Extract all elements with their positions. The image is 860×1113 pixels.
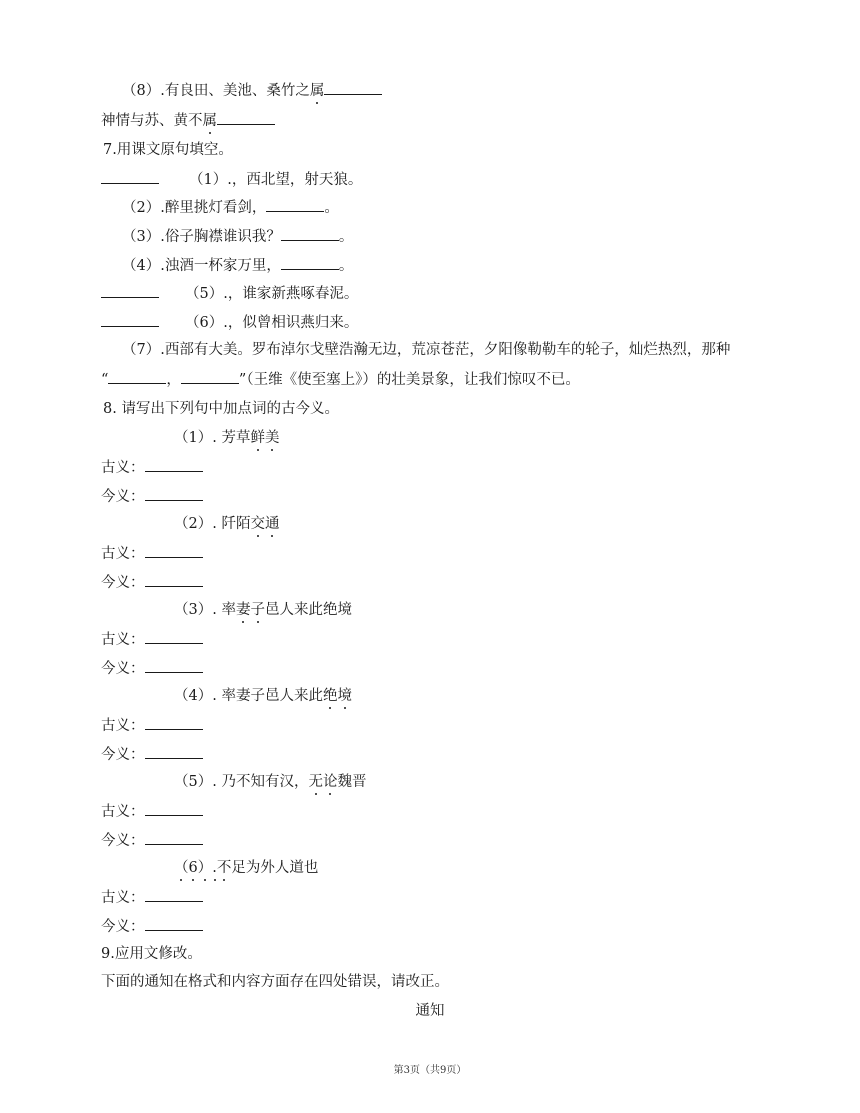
item-number: （3）	[174, 602, 213, 618]
dotted-word: （6）.不	[174, 860, 232, 876]
sentence-text: .有良田、美池、桑竹之	[160, 83, 310, 99]
q6-item8-line2	[101, 110, 275, 131]
answer-blank[interactable]	[145, 830, 203, 845]
q7-item7-line2	[101, 369, 580, 390]
ancient-meaning-row	[101, 543, 203, 564]
punctuation: “	[101, 372, 109, 388]
sentence-text: （1）.，西北望，射天狼。	[189, 172, 363, 188]
punctuation: 。	[338, 229, 354, 245]
item-number: （2）	[174, 516, 213, 532]
q8-item-1	[174, 428, 279, 448]
modern-meaning-row	[101, 486, 203, 507]
punctuation: 。	[338, 258, 354, 274]
sentence-text: 魏晋	[337, 774, 367, 790]
meaning-label: 今义：	[101, 661, 145, 677]
modern-meaning-row	[101, 830, 203, 851]
page-footer: 第3页（共9页）	[393, 1065, 467, 1076]
answer-blank[interactable]	[281, 255, 339, 270]
meaning-label: 今义：	[101, 747, 145, 763]
modern-meaning-row	[101, 744, 203, 765]
answer-blank[interactable]	[145, 486, 203, 501]
answer-blank[interactable]	[145, 572, 203, 587]
notice-title: 通知	[415, 1003, 445, 1019]
meaning-label: 今义：	[101, 575, 145, 591]
ancient-meaning-row	[101, 887, 203, 908]
modern-meaning-row	[101, 572, 203, 593]
sentence-text: ”（王维《使至塞上》）的壮美景象，让我们惊叹不已。	[238, 372, 580, 388]
sentence-text: . 率妻子邑人来此	[212, 688, 323, 704]
sentence-text: 足为外人道也	[231, 860, 319, 876]
meaning-label: 古义：	[101, 460, 145, 476]
q7-item3	[122, 226, 353, 247]
meaning-label: 今义：	[101, 833, 145, 849]
q7-item2	[122, 197, 339, 218]
q8-item-4	[174, 686, 352, 706]
sentence-text: （6）.，似曾相识燕归来。	[185, 315, 359, 331]
dotted-word: 绝境	[322, 688, 352, 704]
sentence-text: （5）.，谁家新燕啄春泥。	[185, 286, 359, 302]
answer-blank[interactable]	[145, 744, 203, 759]
sentence-text: （3）.俗子胸襟谁识我？	[122, 229, 281, 245]
q9-heading: 9.应用文修改。	[101, 946, 202, 962]
meaning-label: 古义：	[101, 546, 145, 562]
answer-blank[interactable]	[145, 543, 203, 558]
answer-blank[interactable]	[108, 369, 166, 384]
answer-blank[interactable]	[101, 169, 159, 184]
dotted-word: 妻子	[235, 602, 265, 618]
sentence-text: . 芳草	[212, 430, 251, 446]
dotted-word: 鲜美	[250, 430, 280, 446]
meaning-label: 今义：	[101, 489, 145, 505]
answer-blank[interactable]	[101, 312, 159, 327]
q8-item-2	[174, 514, 279, 534]
answer-blank[interactable]	[145, 801, 203, 816]
q8-item-6	[174, 858, 318, 878]
item-number: （5）	[174, 774, 213, 790]
answer-blank[interactable]	[281, 226, 339, 241]
punctuation: ，	[166, 372, 181, 388]
q9-instruction: 下面的通知在格式和内容方面存在四处错误，请改正。	[101, 974, 449, 990]
q7-heading: 7.用课文原句填空。	[103, 142, 233, 158]
ancient-meaning-row	[101, 715, 203, 736]
modern-meaning-row	[101, 916, 203, 937]
sentence-text: （2）.醉里挑灯看剑，	[122, 200, 267, 216]
answer-blank[interactable]	[145, 658, 203, 673]
meaning-label: 今义：	[101, 919, 145, 935]
dotted-word: 属	[309, 83, 325, 99]
q7-item6	[101, 312, 358, 333]
answer-blank[interactable]	[324, 80, 382, 95]
item-number: （8）	[122, 83, 161, 99]
q8-item-3	[174, 600, 352, 620]
q8-item-5	[174, 772, 366, 792]
answer-blank[interactable]	[145, 916, 203, 931]
item-number: （4）	[174, 688, 213, 704]
punctuation: 。	[324, 200, 339, 216]
answer-blank[interactable]	[145, 887, 203, 902]
answer-blank[interactable]	[101, 283, 159, 298]
q7-item4	[122, 255, 353, 276]
meaning-label: 古义：	[101, 804, 145, 820]
q6-item8-line1	[122, 80, 382, 101]
dotted-word: 无论	[308, 774, 338, 790]
answer-blank[interactable]	[145, 629, 203, 644]
ancient-meaning-row	[101, 629, 203, 650]
meaning-label: 古义：	[101, 632, 145, 648]
q8-heading: 8. 请写出下列句中加点词的古今义。	[103, 401, 339, 417]
dotted-word: 属	[202, 113, 217, 129]
ancient-meaning-row	[101, 801, 203, 822]
item-number: （1）	[174, 430, 213, 446]
answer-blank[interactable]	[145, 715, 203, 730]
meaning-label: 古义：	[101, 718, 145, 734]
answer-blank[interactable]	[266, 197, 324, 212]
sentence-text: 神情与苏、黄不	[101, 113, 203, 129]
ancient-meaning-row	[101, 457, 203, 478]
sentence-text: . 乃不知有汉，	[212, 774, 309, 790]
q7-item7-line1: （7）.西部有大美。罗布淖尔戈壁浩瀚无边，荒凉苍茫，夕阳像勒勒车的轮子，灿烂热烈，那种	[122, 342, 731, 358]
q7-item1	[101, 169, 362, 190]
answer-blank[interactable]	[217, 110, 275, 125]
meaning-label: 古义：	[101, 890, 145, 906]
sentence-text: . 阡陌	[212, 516, 251, 532]
sentence-text: （4）.浊酒一杯家万里，	[122, 258, 281, 274]
dotted-word: 交通	[250, 516, 280, 532]
modern-meaning-row	[101, 658, 203, 679]
sentence-text: 邑人来此绝境	[264, 602, 352, 618]
sentence-text: . 率	[212, 602, 236, 618]
answer-blank[interactable]	[145, 457, 203, 472]
answer-blank[interactable]	[181, 369, 239, 384]
q7-item5	[101, 283, 358, 304]
